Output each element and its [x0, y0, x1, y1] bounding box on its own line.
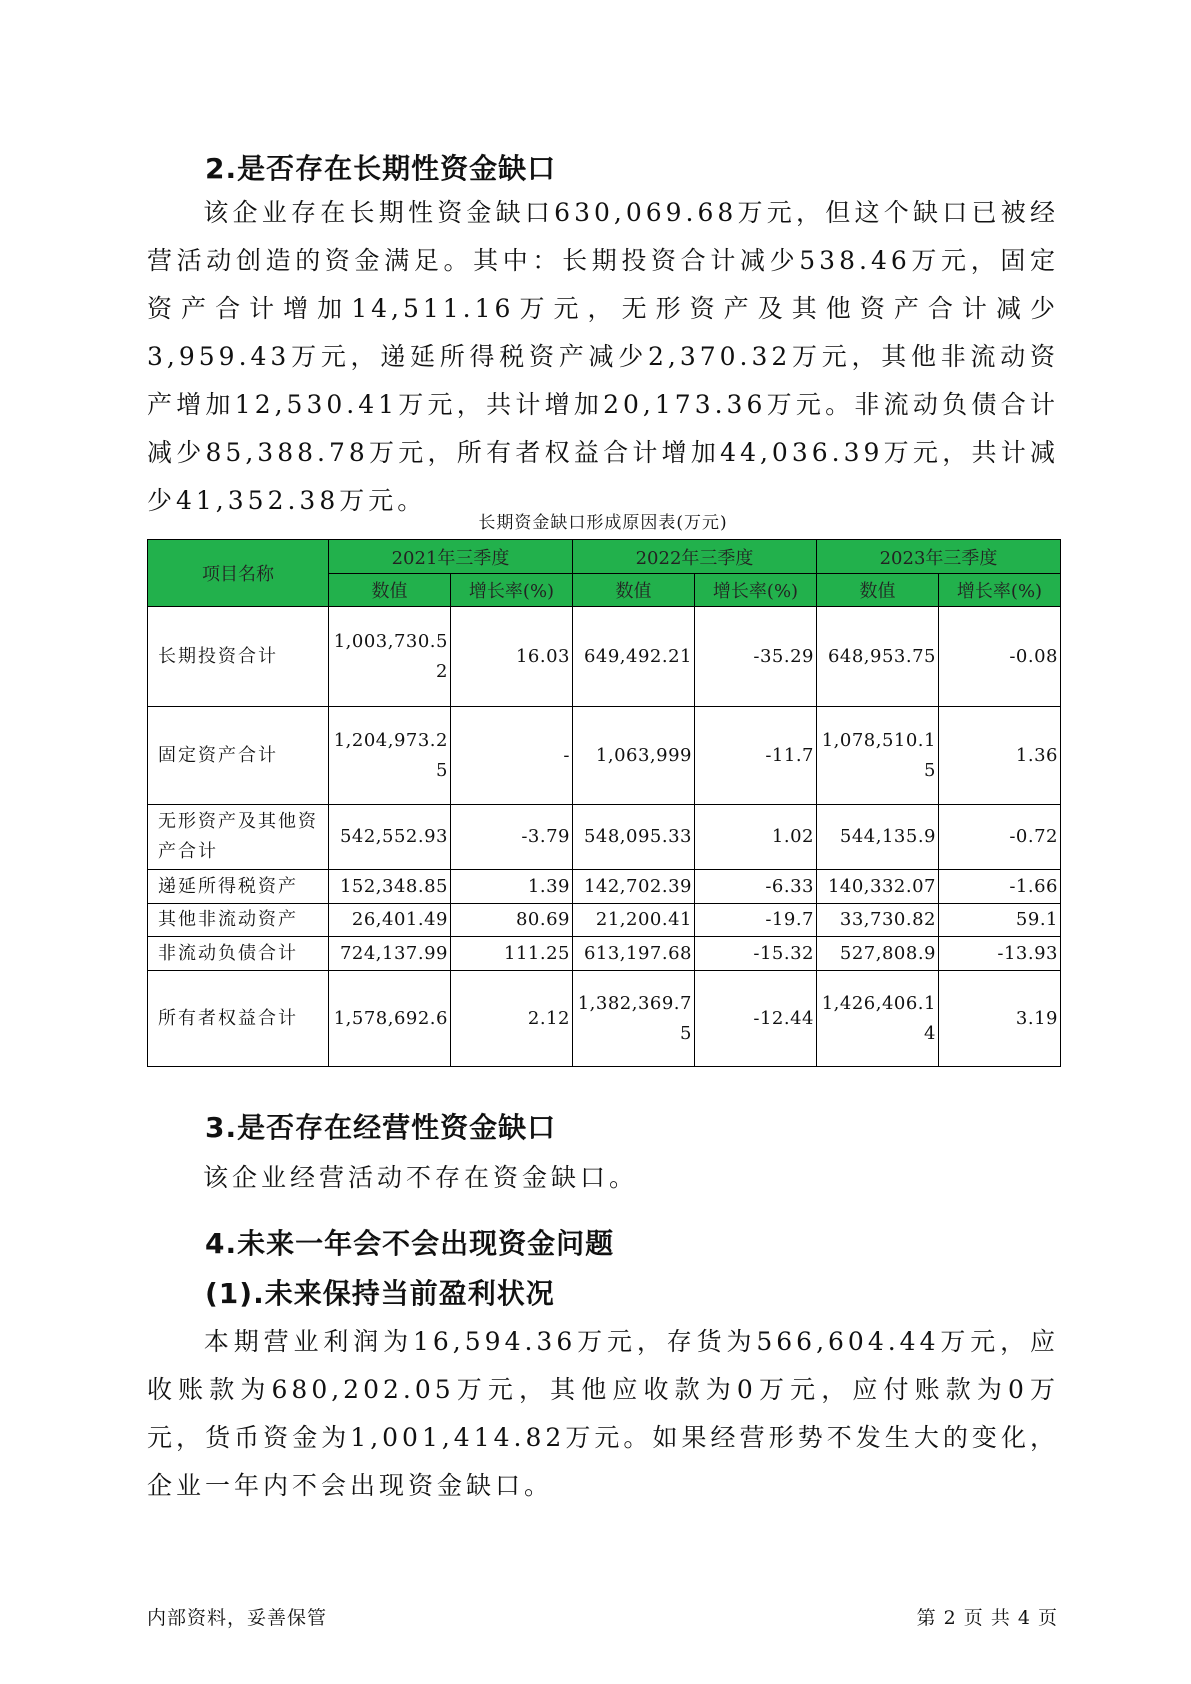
cell-rate: -13.93 [939, 937, 1061, 971]
cell-value: 542,552.93 [329, 805, 451, 870]
cell-value: 1,382,369.75 [573, 971, 695, 1067]
cell-value: 724,137.99 [329, 937, 451, 971]
cell-value: 140,332.07 [817, 870, 939, 904]
cell-rate: 59.1 [939, 904, 1061, 937]
header-value: 数值 [817, 574, 939, 607]
header-rate: 增长率(%) [939, 574, 1061, 607]
cell-value: 1,063,999 [573, 707, 695, 805]
row-label: 所有者权益合计 [148, 971, 329, 1067]
table-row [148, 805, 1061, 870]
table-row [148, 971, 1061, 1067]
section-2-heading: 2.是否存在长期性资金缺口 [205, 152, 557, 185]
long-term-gap-table [147, 539, 1061, 1067]
cell-rate: -15.32 [695, 937, 817, 971]
section-3-heading: 3.是否存在经营性资金缺口 [205, 1111, 557, 1144]
cell-rate: 111.25 [451, 937, 573, 971]
cell-rate: -35.29 [695, 607, 817, 707]
header-year-2022: 2022年三季度 [573, 540, 817, 574]
cell-value: 1,204,973.25 [329, 707, 451, 805]
table-row [148, 870, 1061, 904]
section-3-text: 该企业经营活动不存在资金缺口。 [203, 1163, 639, 1192]
header-item-name: 项目名称 [148, 540, 329, 607]
cell-rate: 1.39 [451, 870, 573, 904]
table-row [148, 707, 1061, 805]
cell-value: 527,808.9 [817, 937, 939, 971]
cell-rate: -6.33 [695, 870, 817, 904]
row-label: 递延所得税资产 [148, 870, 329, 904]
cell-value: 26,401.49 [329, 904, 451, 937]
cell-rate: 16.03 [451, 607, 573, 707]
header-rate: 增长率(%) [451, 574, 573, 607]
header-value: 数值 [573, 574, 695, 607]
header-year-2023: 2023年三季度 [817, 540, 1061, 574]
section-4-subheading: (1).未来保持当前盈利状况 [205, 1277, 555, 1310]
cell-value: 1,426,406.14 [817, 971, 939, 1067]
cell-rate: -0.72 [939, 805, 1061, 870]
table-row [148, 937, 1061, 971]
cell-value: 1,578,692.6 [329, 971, 451, 1067]
section-4-paragraph [147, 1318, 1059, 1510]
cell-rate: - [451, 707, 573, 805]
cell-rate: 2.12 [451, 971, 573, 1067]
table-caption: 长期资金缺口形成原因表(万元) [478, 513, 728, 533]
header-value: 数值 [329, 574, 451, 607]
cell-value: 33,730.82 [817, 904, 939, 937]
cell-rate: -3.79 [451, 805, 573, 870]
row-label: 固定资产合计 [148, 707, 329, 805]
cell-value: 21,200.41 [573, 904, 695, 937]
table-row [148, 607, 1061, 707]
cell-rate: -19.7 [695, 904, 817, 937]
cell-value: 649,492.21 [573, 607, 695, 707]
table-row [148, 904, 1061, 937]
footer-page-number: 第 2 页 共 4 页 [916, 1607, 1058, 1629]
cell-value: 1,003,730.52 [329, 607, 451, 707]
section-4-heading: 4.未来一年会不会出现资金问题 [205, 1227, 615, 1260]
section-2-text: 该企业存在长期性资金缺口630,069.68万元，但这个缺口已被经营活动创造的资金满足。其中：长期投资合计减少538.46万元，固定资产合计增加14,511.16万元，无形资产及其他资产合计减少3,959.43万元，递延所得税资产减少2,370.32万元，其他非流动资产增加12,530.41万元，共计增加20,173.36万元。非流动负债合计减少85,388.78万元，所有者权益合计增加44,036.39万元，共计减少41,352.38万元。 [147, 198, 1059, 515]
cell-rate: -0.08 [939, 607, 1061, 707]
cell-value: 544,135.9 [817, 805, 939, 870]
cell-rate: -1.66 [939, 870, 1061, 904]
row-label: 非流动负债合计 [148, 937, 329, 971]
header-year-2021: 2021年三季度 [329, 540, 573, 574]
cell-value: 142,702.39 [573, 870, 695, 904]
cell-value: 648,953.75 [817, 607, 939, 707]
cell-value: 152,348.85 [329, 870, 451, 904]
cell-value: 1,078,510.15 [817, 707, 939, 805]
cell-rate: -12.44 [695, 971, 817, 1067]
row-label: 其他非流动资产 [148, 904, 329, 937]
cell-rate: 3.19 [939, 971, 1061, 1067]
footer-confidential-note: 内部资料，妥善保管 [147, 1607, 328, 1629]
row-label: 无形资产及其他资产合计 [148, 805, 329, 870]
section-3-paragraph [147, 1154, 1059, 1202]
cell-rate: 1.02 [695, 805, 817, 870]
cell-rate: 1.36 [939, 707, 1061, 805]
header-rate: 增长率(%) [695, 574, 817, 607]
cell-value: 613,197.68 [573, 937, 695, 971]
section-2-paragraph [147, 189, 1059, 525]
cell-value: 548,095.33 [573, 805, 695, 870]
cell-rate: 80.69 [451, 904, 573, 937]
row-label: 长期投资合计 [148, 607, 329, 707]
cell-rate: -11.7 [695, 707, 817, 805]
section-4-text: 本期营业利润为16,594.36万元，存货为566,604.44万元，应收账款为680,202.05万元，其他应收款为0万元，应付账款为0万元，货币资金为1,001,414.82万元。如果经营形势不发生大的变化，企业一年内不会出现资金缺口。 [147, 1327, 1059, 1500]
